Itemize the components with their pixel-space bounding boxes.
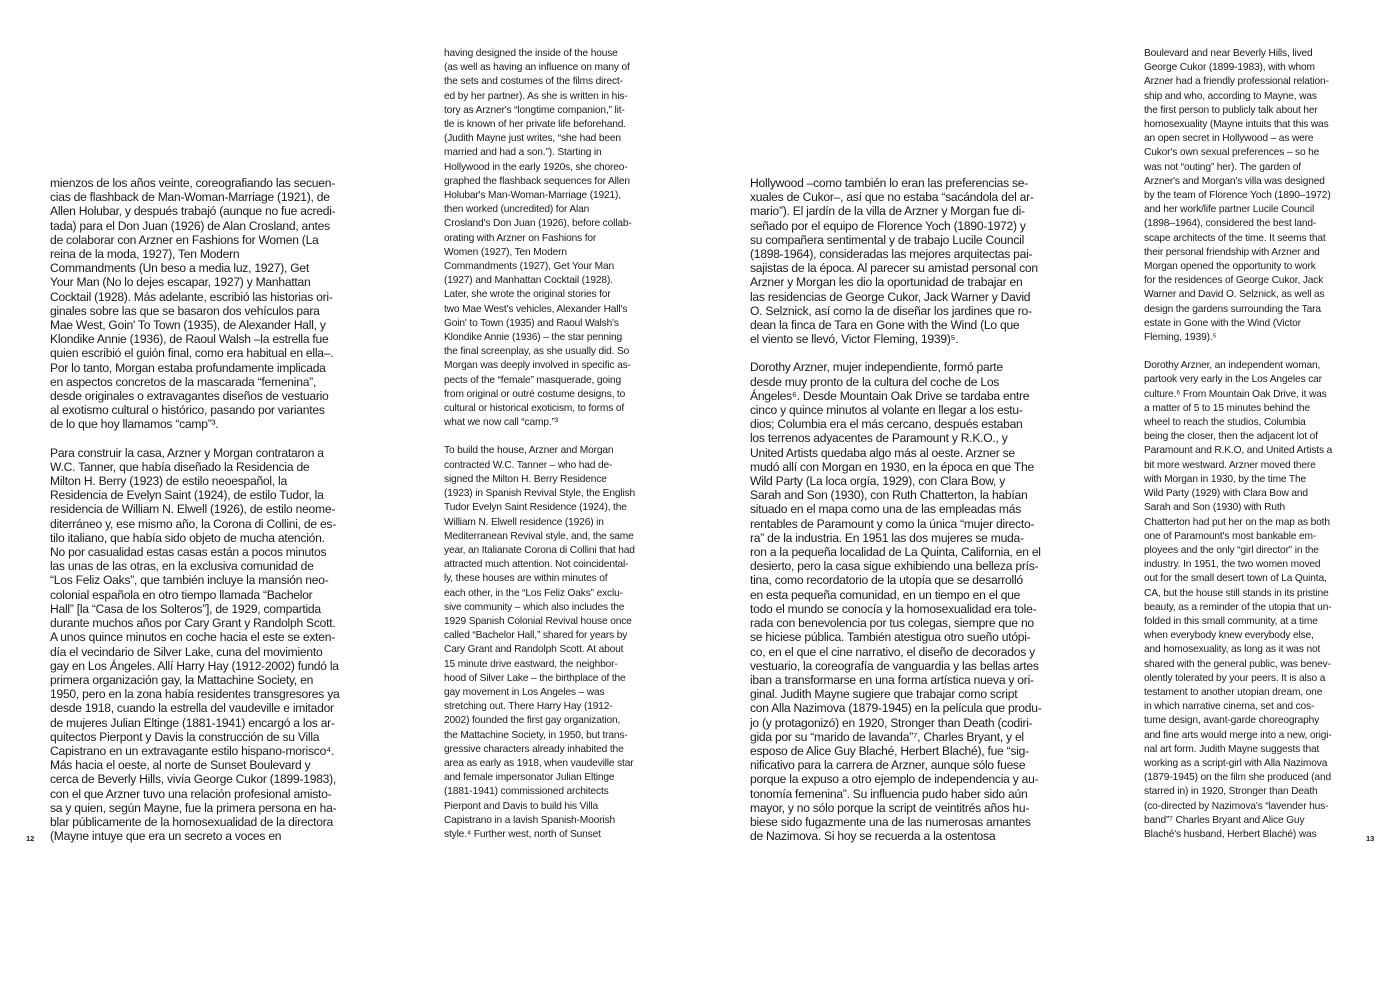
english-paragraph: having designed the inside of the house (as well as having an influence on many of the sets and costumes of the films direct- ed by her partner). As she is written in his- tory as Arzner's “longtime companion,” lit- tle is known of her private life beforehand. (Judith Mayne just writes, “she had been married and had a son.”). Starting in Hollywood in the early 1920s, she choreo- graphed the flashback sequences for Allen Holubar's Man-Woman-Marriage (1921), then worked (uncredited) for Alan Crosland's Don Juan (1926), before collab- orating with Arzner on Fashions for Women (1927), Ten Modern Commandments (1927), Get Your Man (1927) and Manhattan Cocktail (1928). Later, she wrote the original stories for two Mae West's vehicles, Alexander Hall's Goin' to Town (1935) and Raoul Walsh's Klondike Annie (1936) – the star penning the final screenplay, as she usually did. So Morgan was deeply involved in specific as- pects of the “female” masquerade, going from original or outré costume designs, to cultural or historical exoticism, to forms of what we now call “camp.”³ [444, 48, 632, 429]
english-paragraph: Dorothy Arzner, an independent woman, partook very early in the Los Angeles car culture.⁶ From Mountain Oak Drive, it was a matter of 5 to 15 minutes behind the wheel to reach the studios, Columbia being the closer, then the adjacent lot of Paramount and R.K.O, and United Artists a bit more westward. Arzner moved there with Morgan in 1930, by the time The Wild Party (1929) with Clara Bow and Sarah and Son (1930) with Ruth Chatterton had put her on the map as both one of Paramount's most bankable em- ployees and the only “girl director” in the industry. In 1951, the two women moved out for the small desert town of La Quinta, CA, but the house still stands in its pristine beauty, as a reminder of the utopia that un- folded in this small community, at a time when everybody knew everybody else, and homosexuality, as long as it was not shared with the general public, was benev- olently tolerated by your peers. It is also a testament to another utopian dream, one in which narrative cinema, set and cos- tume design, avant-garde choreography and fine arts would merge into a new, origi- nal art form. Judith Mayne suggests that working as a script-girl with Alla Nazimova (1879-1945) on the film she produced (and starred in) in 1920, Stronger than Death (co-directed by Nazimova's “lavender hus- band”⁷ Charles Bryant and Alice Guy Blaché's husband, Herbert Blaché) was [1144, 360, 1333, 840]
page-number-right: 13 [1366, 834, 1375, 843]
spanish-paragraph: Dorothy Arzner, mujer independiente, formó parte desde muy pronto de la cultura del coche de Los Ángeles⁶. Desde Mountain Oak Drive se tardaba entre cinco y quince minutos al volante en llegar a los estu- dios; Columbia era el más cercano, después estaban los terrenos adyacentes de Paramount y R.K.O., y United Artists quedaba algo más al oeste. Arzner se mudó allí con Morgan en 1930, en la época en que The Wild Party (La loca orgía, 1929), con Clara Bow, y Sarah and Son (1930), con Ruth Chatterton, la habían situado en el mapa como una de las empleadas más rentables de Paramount y como la única “mujer directo- ra” de la industria. En 1951 las dos mujeres se muda- ron a la pequeña localidad de La Quinta, California, en el desierto, pero la casa sigue exhibiendo una belleza prís- tina, como recordatorio de la utopía que se desarrolló en esta pequeña comunidad, en un tiempo en el que todo el mundo se conocía y la homosexualidad era tole- rada con benevolencia por tus colegas, siempre que no se hiciese pública. También atestigua otro sueño utópi- co, en el que el cine narrativo, el diseño de decorados y vestuario, la coreografía de vanguardia y las bellas artes iban a transformarse en una forma artística nueva y ori- ginal. Judith Mayne sugiere que trabajar como script con Alla Nazimova (1879-1945) en la película que produ- jo (y protagonizó) en 1920, Stronger than Death (codiri- gida por su “marido de lavanda”⁷, Charles Bryant, y el esposo de Alice Guy Blaché, Herbert Blaché), fue “sig- nificativo para la carrera de Arzner, aunque sólo fuese porque la expuso a otro ejemplo de independencia y au- tonomía femenina”. Su influencia pudo haber sido aún mayor, y no sólo porque la script de veintitrés años hu- biese sido fugazmente una de las numerosas amantes de Nazimova. Si hoy se recuerda a la ostentosa [750, 360, 1042, 844]
right-page-spanish-column [750, 176, 1050, 843]
left-page-spanish-column [50, 176, 350, 843]
spanish-paragraph: mienzos de los años veinte, coreografiando las secuen- cias de flashback de Man-Woman-Marriage (1921), de Allen Holubar, y después trabajó (aunque no fue acredi- tada) para el Don Juan (1926) de Alan Crosland, antes de colaborar con Arzner en Fashions for Women (La reina de la moda, 1927), Ten Modern Commandments (Un beso a media luz, 1927), Get Your Man (No lo dejes escapar, 1927) y Manhattan Cocktail (1928). Más adelante, escribió las historias ori- ginales sobre las que se basaron dos vehículos para Mae West, Goin' To Town (1935), de Alexander Hall, y Klondike Annie (1936), de Raoul Walsh –la estrella fue quien escribió el guión final, como era habitual en ella–. Por lo tanto, Morgan estaba profundamente implicada en aspectos concretos de la mascarada “femenina”, desde originales o extravagantes diseños de vestuario al exotismo cultural o histórico, pasando por variantes de lo que hoy llamamos “camp”³. [50, 176, 336, 432]
spanish-paragraph: Hollywood –como también lo eran las preferencias se- xuales de Cukor–, así que no estaba “sacándola del ar- mario”). El jardín de la villa de Arzner y Morgan fue di- señado por el equipo de Florence Yoch (1890-1972) y su compañera sentimental y de trabajo Lucile Council (1898-1964), consideradas las mejores arquitectas pai- sajistas de la época. Al parecer su amistad personal con Arzner y Morgan les dio la oportunidad de trabajar en las residencias de George Cukor, Jack Warner y David O. Selznick, así como la de diseñar los jardines que ro- dean la finca de Tara en Gone with the Wind (Lo que el viento se llevó, Victor Fleming, 1939)⁵. [750, 176, 1038, 347]
page-number-left: 12 [26, 834, 35, 843]
right-page-english-column [1144, 47, 1354, 842]
english-paragraph: Boulevard and near Beverly Hills, lived George Cukor (1899-1983), with whom Arzner had a friendly professional relation- ship and who, according to Mayne, was the first person to publicly talk about her homosexuality (Mayne intuits that this was an open secret in Hollywood – as were Cukor's own sexual preferences – so he was not “outing” her). The garden of Arzner's and Morgan's villa was designed by the team of Florence Yoch (1890–1972) and her work/life partner Lucile Council (1898–1964), considered the best land- scape architects of the time. It seems that their personal friendship with Arzner and Morgan opened the opportunity to work for the residences of George Cukor, Jack Warner and David O. Selznick, as well as design the gardens surrounding the Tara estate in Gone with the Wind (Victor Fleming, 1939).⁵ [1144, 48, 1331, 344]
english-paragraph: To build the house, Arzner and Morgan contracted W.C. Tanner – who had de- signed the Milton H. Berry Residence (1923) in Spanish Revival Style, the English Tudor Evelyn Saint Residence (1924), the William N. Elwell residence (1926) in Mediterranean Revival style, and, the same year, an Italianate Corona di Collini that had attracted much attention. Not coincidental- ly, these houses are within minutes of each other, in the “Los Feliz Oaks” exclu- sive community – which also includes the 1929 Spanish Colonial Revival house once called “Bachelor Hall,” shared for years by Cary Grant and Randolph Scott. At about 15 minute drive eastward, the neighbor- hood of Silver Lake – the birthplace of the gay movement in Los Angeles – was stretching out. There Harry Hay (1912- 2002) founded the first gay organization, the Mattachine Society, in 1950, but trans- gressive characters already inhabited the area as early as 1918, when vaudeville star and female impersonator Julian Eltinge (1881-1941) commissioned architects Pierpont and Davis to build his Villa Capistrano in a lavish Spanish-Moorish style.⁴ Further west, north of Sunset [444, 445, 636, 840]
spanish-paragraph: Para construir la casa, Arzner y Morgan contrataron a W.C. Tanner, que había diseñado la Residencia de Milton H. Berry (1923) de estilo neoespañol, la Residencia de Evelyn Saint (1924), de estilo Tudor, la residencia de William N. Elwell (1926), de estilo neome- diterráneo y, ese mismo año, la Corona di Collini, de es- tilo italiano, que había sido objeto de mucha atención. No por casualidad estas casas están a pocos minutos las unas de las otras, en la exclusiva comunidad de “Los Feliz Oaks”, que también incluye la mansión neo- colonial española en otro tiempo llamada “Bachelor Hall” [la “Casa de los Solteros”], de 1929, compartida durante muchos años por Cary Grant y Randolph Scott. A unos quince minutos en coche hacia el este se exten- día el vecindario de Silver Lake, cuna del movimiento gay en Los Ángeles. Allí Harry Hay (1912-2002) fundó la primera organización gay, la Mattachine Society, en 1950, pero en la zona había residentes transgresores ya desde 1918, cuando la estrella del vaudeville e imitador de mujeres Julian Eltinge (1881-1941) encargó a los ar- quitectos Pierpont y Davis la construcción de su Villa Capistrano en un extravagante estilo hispano-morisco⁴. Más hacia el oeste, al norte de Sunset Boulevard y cerca de Beverly Hills, vivía George Cukor (1899-1983), con el que Arzner tuvo una relación profesional amisto- sa y quien, según Mayne, fue la primera persona en ha- blar públicamente de la homosexualidad de la directora (Mayne intuye que era un secreto a voces en [50, 445, 340, 844]
left-page-english-column [444, 47, 654, 842]
